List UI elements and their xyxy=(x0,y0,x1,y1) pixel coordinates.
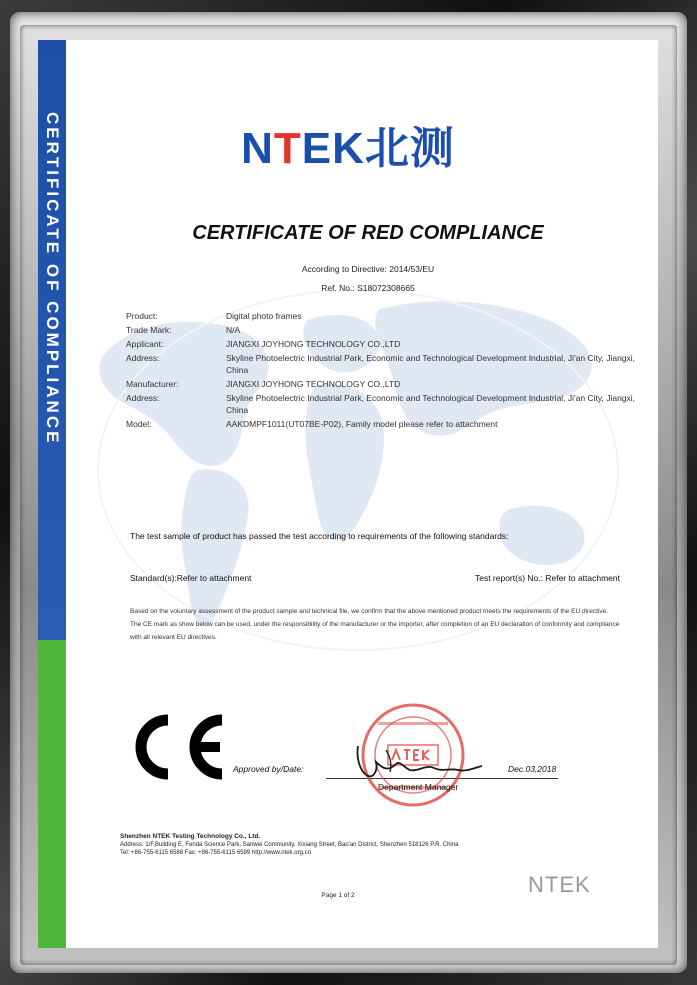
logo-chinese: 北测 xyxy=(364,124,455,173)
info-value: Skyline Photoelectric Industrial Park, Economic and Technological Development Industrial, Ji'an City, Jiangxi, China xyxy=(226,393,636,415)
logo-prefix: N xyxy=(241,124,274,173)
info-value: AAKDMPF1011(UT07BE-P02), Family model please refer to attachment xyxy=(226,419,498,429)
ntek-footer-logo: NTEK xyxy=(528,872,591,897)
ntek-logo xyxy=(218,112,478,173)
info-label: Applicant: xyxy=(126,339,164,349)
info-value: JIANGXI JOYHONG TECHNOLOGY CO.,LTD xyxy=(226,379,401,389)
ce-mark-icon xyxy=(120,712,230,782)
company-address: Address: 1/F,Building E, Fenda Science Park, Sanwei Community, Xixiang Street, Bao'an District, Shenzhen 518126 P.R. China xyxy=(120,842,459,848)
standards-reference: Standard(s):Refer to attachment xyxy=(130,573,252,583)
info-value: Skyline Photoelectric Industrial Park, Economic and Technological Development Industrial, Ji'an City, Jiangxi, China xyxy=(226,353,636,375)
info-label: Manufacturer: xyxy=(126,379,179,389)
assessment-footnote: Based on the voluntary assessment of the product sample and technical file, we confirm that the above mentioned product meets the requirements of the EU directive. The CE mark as show below can be used, under the responsibility of the manufacturer or the importer, after completion of an EU declaration of conformity and compliance with all relevant EU directives. xyxy=(130,608,620,641)
approved-by-label: Approved by/Date: xyxy=(233,764,304,774)
compliance-statement: The test sample of product has passed the test according to requirements of the following standards: xyxy=(130,531,509,541)
side-band-green xyxy=(38,640,66,948)
info-label: Address: xyxy=(126,393,160,403)
info-row xyxy=(126,378,636,390)
info-table xyxy=(126,310,636,432)
test-report-reference: Test report(s) No.: Refer to attachment xyxy=(474,573,620,583)
info-row xyxy=(126,338,636,350)
info-row xyxy=(126,324,636,336)
info-value: Digital photo frames xyxy=(226,311,302,321)
certificate-page xyxy=(38,40,658,948)
side-band-text: CERTIFICATE OF COMPLIANCE xyxy=(43,112,62,446)
directive-line: According to Directive: 2014/53/EU xyxy=(301,264,435,274)
department-manager-label: Department Manager xyxy=(378,782,459,792)
info-value: N/A xyxy=(226,325,241,335)
company-contact: Tel: +86-755-6115 6588 Fax: +86-755-6115 6599 http://www.ntek.org.cn xyxy=(120,850,311,856)
info-value: JIANGXI JOYHONG TECHNOLOGY CO.,LTD xyxy=(226,339,401,349)
info-row xyxy=(126,310,636,322)
info-row xyxy=(126,392,636,416)
standards-line xyxy=(130,573,620,583)
info-label: Model: xyxy=(126,419,152,429)
info-label: Product: xyxy=(126,311,158,321)
info-label: Trade Mark: xyxy=(126,325,172,335)
page-number: Page 1 of 2 xyxy=(321,892,355,899)
info-label: Address: xyxy=(126,353,160,363)
certificate-title: CERTIFICATE OF RED COMPLIANCE xyxy=(192,222,544,244)
logo-suffix: EK xyxy=(301,124,365,173)
info-row xyxy=(126,352,636,376)
reference-number: Ref. No.: S18072308665 xyxy=(321,283,415,293)
company-name: Shenzhen NTEK Testing Technology Co., Ltd. xyxy=(120,833,261,840)
handwritten-signature xyxy=(338,738,488,784)
logo-red-letter: T xyxy=(273,124,302,173)
side-band xyxy=(38,40,66,948)
company-info xyxy=(120,833,640,857)
approval-date: Dec.03,2018 xyxy=(508,764,557,774)
info-row xyxy=(126,418,636,430)
